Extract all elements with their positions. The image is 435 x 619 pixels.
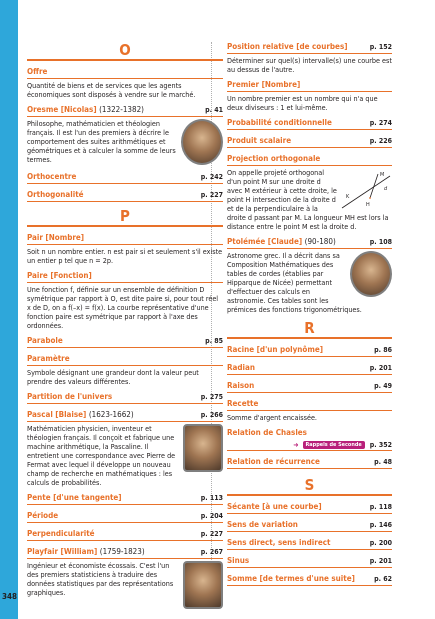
playfair-portrait-image (183, 561, 223, 609)
entry-oresme (27, 105, 223, 166)
entry-periode: Période p. 204 (27, 511, 223, 523)
entry-position-relative: Position relative [de courbes] p. 152 Déterminer sur quel(s) intervalle(s) une courbe est au dessus de l'autre. (227, 42, 392, 74)
page-number: 348 (2, 592, 18, 601)
definition: Une fonction f, définie sur un ensemble de définition D symétrique par rapport à O, est dite paire si, pour tout réel x de D, on a f(–x) = f(x). La courbe représentative d'une fonction paire est symétrique par rapport à l'axe des ordonnées. (27, 285, 219, 330)
section-rule (27, 225, 223, 227)
entry-offre (27, 67, 223, 99)
entry-recette: Recette Somme d'argent encaissée. (227, 399, 392, 422)
entry-produit-scalaire: Produit scalaire p. 226 (227, 136, 392, 148)
definition: Somme d'argent encaissée. (227, 413, 317, 422)
definition: Quantité de biens et de services que les agents économiques sont disposés à vendre sur le marché. (27, 81, 196, 99)
entry-raison: Raison p. 49 (227, 381, 392, 393)
section-letter-o: O (119, 41, 131, 59)
section-letter-r: R (304, 319, 315, 337)
section-rule (227, 337, 392, 339)
entry-premier: Premier [Nombre] Un nombre premier est un nombre qui n'a que deux diviseurs : 1 et lui-même. (227, 80, 392, 112)
entry-sens-variation: Sens de variation p. 146 (227, 520, 392, 532)
entry-parametre: Paramètre Symbole désignant une grandeur dont la valeur peut prendre des valeurs différentes. (27, 354, 223, 386)
page-ref: p. 41 (205, 106, 223, 114)
ptolemee-portrait-image (350, 251, 392, 297)
section-rule (27, 59, 223, 61)
definition: Déterminer sur quel(s) intervalle(s) une courbe est au dessus de l'autre. (227, 56, 392, 74)
definition: Philosophe, mathématicien et théologien français. Il est l'un des premiers à décrire le comportement des suites arithmétiques et géométriques et à calculer la somme de leurs termes. (27, 119, 176, 164)
entry-paire: Paire [Fonction] Une fonction f, définie sur un ensemble de définition D symétrique par rapport à O, est dite paire si, pour tout réel x de D, on a f(–x) = f(x). La courbe représentative d'une fonction paire est symétrique par rapport à l'axe des ordonnées. (27, 271, 223, 330)
label-d: d (384, 186, 388, 192)
perpendicular (370, 174, 378, 198)
oresme-portrait-image (181, 119, 223, 165)
definition: Soit n un nombre entier. n est pair si et seulement s'il existe un entier p tel que n = 2p. (27, 247, 223, 265)
entry-secante: Sécante [à une courbe] p. 118 (227, 502, 392, 514)
section-letter-s: S (304, 476, 315, 494)
entry-playfair: Playfair [William] (1759-1823) p. 267 Ingénieur et économiste écossais. C'est l'un des premiers statisticiens à traduire des données statistiques par des représentations graphiques. (27, 547, 223, 610)
entry-partition: Partition de l'univers p. 275 (27, 392, 223, 404)
point-h (369, 197, 371, 199)
entry-sinus: Sinus p. 201 (227, 556, 392, 568)
term: Offre (27, 67, 48, 76)
pascal-portrait-image (183, 424, 223, 472)
projection-diagram (340, 168, 392, 210)
entry-pair: Pair [Nombre] Soit n un nombre entier. n est pair si et seulement s'il existe un entier p tel que n = 2p. (27, 233, 223, 265)
entry-pascal: Pascal [Blaise] (1623-1662) p. 266 Mathématicien physicien, inventeur et théologien français. Il conçoit et fabrique une machine arithmétique, la Pascaline. Il entretient une correspondance avec Pierre de Fermat avec lequel il développe un nouveau champ de recherche en mathématiques : les calculs de probabilités. (27, 410, 223, 487)
section-rule (227, 494, 392, 496)
entry-pente: Pente [d'une tangente] p. 113 (27, 493, 223, 505)
label-h: H (366, 202, 370, 208)
definition: Astronome grec. Il a décrit dans sa Composition Mathématiques des tables de cordes (établies par Hipparque de Nicée) permettant d'effectuer des calculs en astronomie. Ces tables sont les prémices des fonctions trigonométriques. (227, 251, 362, 314)
definition: Mathématicien physicien, inventeur et théologien français. Il conçoit et fabrique une machine arithmétique, la Pascaline. Il entretient une correspondance avec Pierre de Fermat avec lequel il développe un nouveau champ de recherche en mathématiques : les calculs de probabilités. (27, 424, 176, 487)
entry-orthogonalite: Orthogonalité p. 227 (27, 190, 223, 202)
definition: Un nombre premier est un nombre qui n'a que deux diviseurs : 1 et lui-même. (227, 94, 378, 112)
entry-orthocentre: Orthocentre p. 242 (27, 172, 223, 184)
rappels-seconde-badge[interactable]: Rappels de Seconde (303, 441, 365, 449)
label-k: K (346, 194, 350, 200)
left-column (27, 42, 223, 616)
entry-recurrence: Relation de récurrence p. 48 (227, 457, 392, 469)
label-m: M (380, 172, 385, 178)
entry-proba-cond: Probabilité conditionnelle p. 274 (227, 118, 392, 130)
section-letter-p: P (120, 207, 130, 225)
entry-sens-direct: Sens direct, sens indirect p. 200 (227, 538, 392, 550)
entry-projection: Projection orthogonale M K H d On appelle projeté orthogonal d'un point M sur une droite d avec M extérieur à cette droite, le point H intersection de la droite d et de la perpendiculaire à la droite d passant par M. La longueur MH est lors la distance entre le point M est la droite d. (227, 154, 392, 231)
definition: On appelle projeté orthogonal d'un point M sur une droite d avec M extérieur à cette droite, le point H intersection de la droite d et de la perpendiculaire à la droite d passant par M. La longueur MH est lors la distance entre le point M est la droite d. (227, 168, 389, 231)
term: Oresme [Nicolas] (1322-1382) (27, 105, 144, 114)
entry-parabole: Parabole p. 85 (27, 336, 223, 348)
entry-somme: Somme [de termes d'une suite] p. 62 (227, 574, 392, 586)
definition: Ingénieur et économiste écossais. C'est l'un des premiers statisticiens à traduire des données statistiques par des représentations graphiques. (27, 561, 174, 597)
definition: Symbole désignant une grandeur dont la valeur peut prendre des valeurs différentes. (27, 368, 199, 386)
entry-racine: Racine [d'un polynôme] p. 86 (227, 345, 392, 357)
entry-chasles: Relation de Chasles ➜ Rappels de Seconde p. 352 (227, 428, 392, 449)
entry-perpendicularite: Perpendicularité p. 227 (27, 529, 223, 541)
arrow-icon: ➜ (293, 441, 299, 449)
blue-margin-band (0, 0, 18, 619)
entry-ptolemee: Ptolémée [Claude] (90-180) p. 108 Astronome grec. Il a décrit dans sa Composition Mathématiques des tables de cordes (établies par Hipparque de Nicée) permettant d'effectuer des calculs en astronomie. Ces tables sont les prémices des fonctions trigonométriques. (227, 237, 392, 314)
right-column (227, 42, 392, 592)
entry-radian: Radian p. 201 (227, 363, 392, 375)
